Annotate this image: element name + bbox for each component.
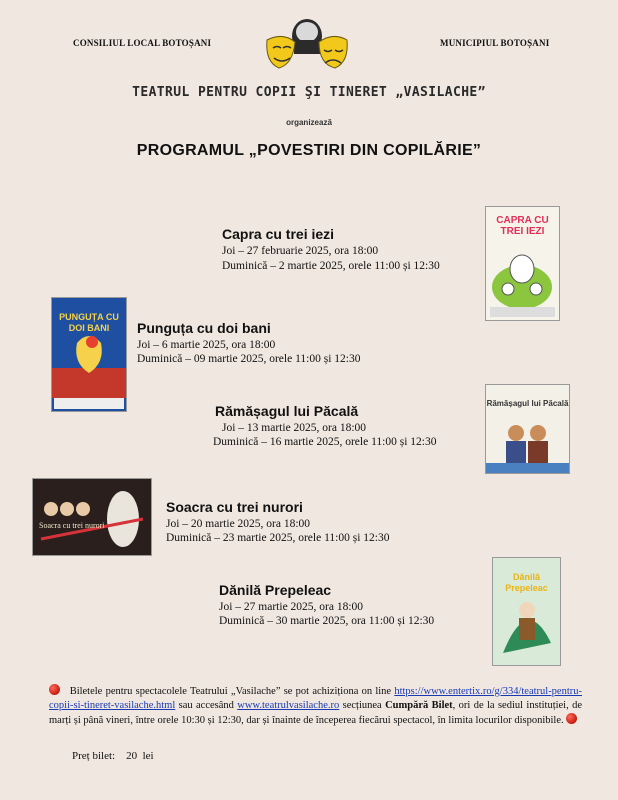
show-date-sunday: Duminică – 16 martie 2025, orele 11:00 și 12:30 [213, 436, 437, 448]
poster-title: CAPRA CU TREI IEZI [496, 215, 549, 237]
show-title: Soacra cu trei nurori [166, 499, 303, 515]
show-date-weekday: Joi – 13 martie 2025, ora 18:00 [222, 422, 367, 434]
red-bullet-icon [49, 684, 60, 695]
ticket-price [72, 750, 154, 762]
show-poster [51, 297, 127, 412]
show-date-weekday: Joi – 27 martie 2025, ora 18:00 [219, 601, 364, 613]
show-poster [485, 384, 570, 474]
poster-title: Soacra cu trei nurori [39, 521, 105, 530]
header-left: CONSILIUL LOCAL BOTOȘANI [73, 38, 212, 48]
red-bullet-icon [566, 713, 577, 724]
show-date-weekday: Joi – 27 februarie 2025, ora 18:00 [222, 245, 379, 257]
tickets-info [49, 684, 582, 728]
poster-title: Rămășagul lui Păcală [486, 399, 569, 408]
poster-title: Dănilă Prepeleac [505, 572, 548, 593]
show-date-sunday: Duminică – 2 martie 2025, orele 11:00 și 12:30 [222, 260, 440, 272]
show-poster [485, 206, 560, 321]
show-date-sunday: Duminică – 23 martie 2025, orele 11:00 și 12:30 [166, 532, 390, 544]
entertix-link[interactable]: https://www.entertix.ro/g/334/teatrul-pentru-copii-si-tineret-vasilache.html [49, 686, 583, 711]
show-title: Punguța cu doi bani [137, 320, 271, 336]
show-poster [32, 478, 152, 556]
show-title: Dănilă Prepeleac [219, 582, 332, 598]
tickets-text-1: Biletele pentru spectacolele Teatrului „Vasilache” se pot achiziționa on line [69, 686, 395, 697]
buy-ticket-label: Cumpără Bilet [385, 700, 453, 711]
show-date-sunday: Duminică – 09 martie 2025, orele 11:00 și 12:30 [137, 353, 361, 365]
show-date-weekday: Joi – 20 martie 2025, ora 18:00 [166, 518, 311, 530]
show-title: Rămășagul lui Păcală [215, 403, 359, 419]
show-date-weekday: Joi – 6 martie 2025, ora 18:00 [137, 339, 276, 351]
tickets-text-2: sau accesând [175, 700, 238, 711]
theatre-title: TEATRUL PENTRU COPII ŞI TINERET „VASILACHE” [132, 85, 486, 100]
price-value: 20 lei [126, 750, 154, 762]
price-label: Preț bilet: [72, 750, 116, 762]
program-title: PROGRAMUL „POVESTIRI DIN COPILĂRIE” [136, 142, 482, 159]
organizes-label: organizează [286, 118, 332, 127]
show-date-sunday: Duminică – 30 martie 2025, ora 11:00 și 12:30 [219, 615, 435, 627]
header-right: MUNICIPIUL BOTOȘANI [440, 38, 550, 48]
poster-title: PUNGUȚA CU DOI BANI [59, 312, 119, 333]
website-link[interactable]: www.teatrulvasilache.ro [237, 700, 340, 711]
theatre-masks-logo [261, 18, 353, 78]
tickets-text-4: , ori de la sediul instituției, de marți și până vineri, între orele 10:30 și 12:30, dar și înainte de începerea fiecărui spectacol, în limita locurilor disponibile. [49, 700, 583, 726]
show-poster [492, 557, 561, 666]
tickets-text-3: secțiunea [339, 700, 386, 711]
show-title: Capra cu trei iezi [222, 226, 335, 242]
